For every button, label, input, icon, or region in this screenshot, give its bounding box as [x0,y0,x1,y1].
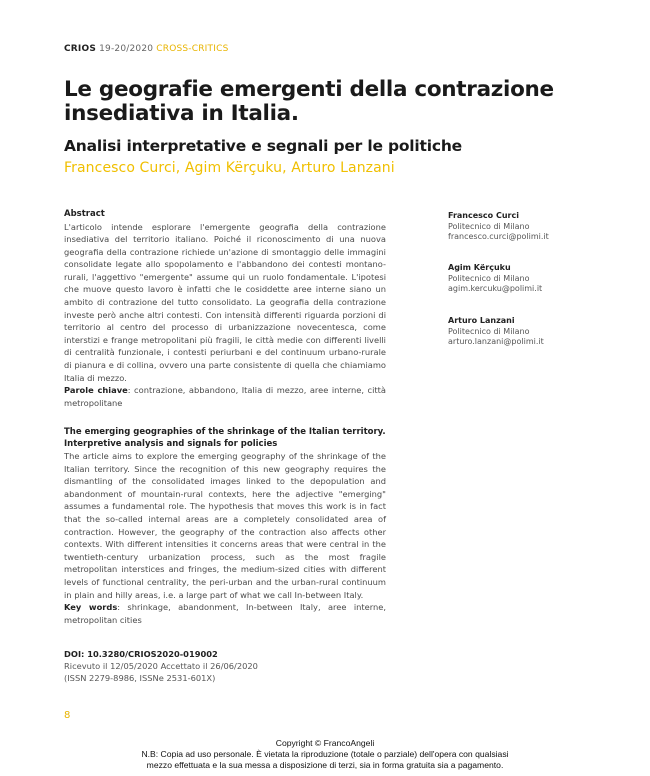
affiliation-institution: Politecnico di Milano [448,273,530,283]
issn-info: (ISSN 2279-8986, ISSNe 2531-601X) [64,673,216,683]
affiliation-email[interactable]: francesco.curci@polimi.it [448,232,549,242]
affiliation-institution: Politecnico di Milano [448,221,530,231]
copyright-footer [0,738,650,771]
abstract-keywords [64,384,386,409]
english-title: The emerging geographies of the shrinkage of the Italian territory. Interpretive analysis and signals for policies [64,427,386,449]
article-authors: Francesco Curci, Agim Kërçuku, Arturo Lanzani [64,160,395,176]
affiliation-block [448,211,598,243]
keywords-label: Parole chiave [64,385,128,396]
affiliation-email[interactable]: agim.kercuku@polimi.it [448,284,543,294]
affiliation-name: Francesco Curci [448,211,519,220]
running-header [64,44,229,54]
abstract-heading: Abstract [64,209,105,219]
doi-block [64,648,258,684]
journal-issue: 19-20/2020 [99,44,154,54]
journal-section: CROSS-CRITICS [156,44,229,54]
english-abstract-text: The article aims to explore the emerging geography of the shrinkage of the Italian territory. Since the recognition of this new geography requires the dismantling of the consolidated images linked to the depopulation and abandonment of mountain-rural contexts, here the adjective "emerging" assumes a fundamental role. The hypothesis that moves this work is in fact that the so-called internal areas are a completely consolidated area of contraction. However, the geography of the contraction also affects other contexts. With different intensities it concerns areas that were central in the twentieth-century urbanization process, such as the most fragile metropolitan interstices and fringes, the medium-sized cities with different levels of functional centrality, the peri-urban and the urban-rural continuum in plain and hilly areas, i.e. a large part of what we call In-between Italy. [64,451,386,600]
key-words-label: Key words [64,602,118,613]
abstract-text: L'articolo intende esplorare l'emergente geografia della contrazione insediativa del territorio italiano. Poiché il riconoscimento di una nuova geografia della contrazione richiede un'azione di smontaggio delle immagini consolidate legate allo spopolamento e l'abbandono dei contesti montano-rurali, l'aggettivo "emergente" assume qui un ruolo fondamentale. L'ipotesi che muove questo lavoro è infatti che le cosiddette aree interne siano un ambito di contrazione del tutto consolidato. La geografia della contrazione investe però anche altri contesti. Con intensità differenti riguarda porzioni di territorio al centro del processo di urbanizzazione novecentesca, come interstizi e frange metropolitani più fragili, le città medie con differenti livelli di centralità funzionale, i contesti periurbani e del continuum urbano-rurale di pianura e di collina, ovvero una parte consistente di quella che chiamiamo Italia di mezzo. [64,221,386,383]
received-date: Ricevuto il 12/05/2020 Accettato il 26/06/2020 [64,661,258,671]
english-keywords [64,601,386,626]
article-title: Le geografie emergenti della contrazione insediativa in Italia. [64,77,554,126]
affiliation-block [448,263,598,295]
copyright-notice-line: N.B: Copia ad uso personale. È vietata la riproduzione (totale o parziale) dell'opera con qualsiasi [141,749,509,759]
affiliation-institution: Politecnico di Milano [448,326,530,336]
english-abstract-section [64,427,386,626]
doi-id[interactable]: DOI: 10.3280/CRIOS2020-019002 [64,649,218,659]
affiliation-email[interactable]: arturo.lanzani@polimi.it [448,337,544,347]
affiliation-name: Arturo Lanzani [448,316,515,325]
affiliation-name: Agim Kërçuku [448,263,511,272]
affiliation-block [448,316,598,348]
copyright-line: Copyright © FrancoAngeli [275,738,375,748]
keywords-list: : contrazione, abbandono, Italia di mezzo, aree interne, città metropolitane [64,385,386,408]
abstract-section [64,209,386,409]
article-subtitle: Analisi interpretative e segnali per le politiche [64,137,462,155]
copyright-notice-line: mezzo effettuata e la sua messa a disposizione di terzi, sia in forma gratuita sia a pagamento. [146,760,504,770]
key-words-list: : shrinkage, abandonment, In-between Italy, aree interne, metropolitan cities [64,602,387,625]
journal-name: CRIOS [64,44,97,54]
page-number: 8 [64,710,71,721]
